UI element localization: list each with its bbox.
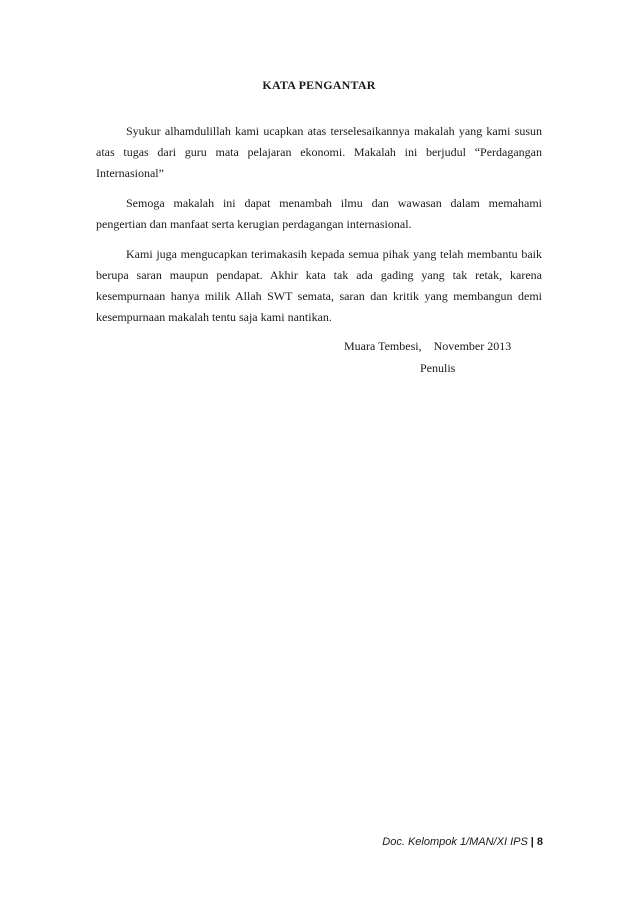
footer-separator: | (530, 836, 534, 848)
signature-place: Muara Tembesi, (344, 339, 422, 353)
paragraph-2: Semoga makalah ini dapat menambah ilmu dan wawasan dalam memahami pengertian dan manfaat serta kerugian perdagangan internasional. (96, 196, 542, 231)
footer-doc-label: Doc. Kelompok 1/MAN/XI IPS (382, 836, 528, 848)
signature-place-date (344, 339, 511, 354)
paragraph-1: Syukur alhamdulillah kami ucapkan atas terselesaikannya makalah yang kami susun atas tugas dari guru mata pelajaran ekonomi. Makalah ini berjudul “Perdagangan Internasional” (96, 124, 542, 180)
paragraph-3: Kami juga mengucapkan terimakasih kepada semua pihak yang telah membantu baik berupa saran maupun pendapat. Akhir kata tak ada gading yang tak retak, karena kesempurnaan hanya milik Allah SWT semata, saran dan kritik yang membangun demi kesempurnaan makalah tentu saja kami nantikan. (96, 247, 542, 324)
page-footer (382, 836, 543, 848)
signature-date: November 2013 (433, 339, 512, 353)
page-title: KATA PENGANTAR (262, 78, 376, 92)
page-number: 8 (536, 836, 543, 848)
signature-author: Penulis (420, 361, 456, 375)
document-body (96, 121, 542, 337)
